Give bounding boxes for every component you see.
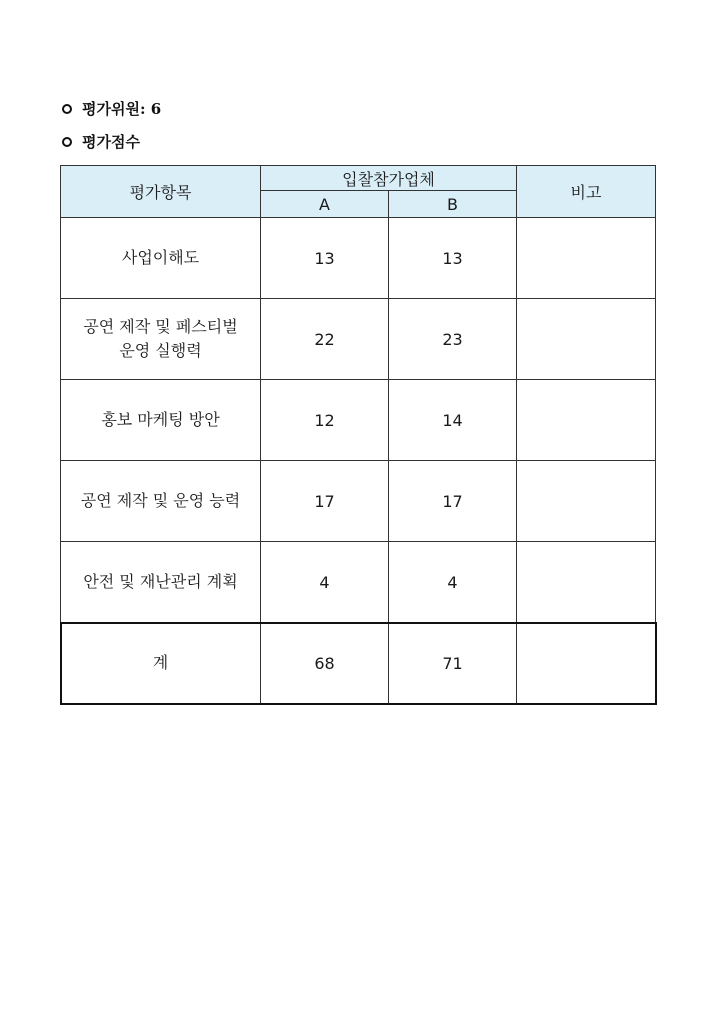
circle-bullet-icon [62, 104, 72, 114]
row-score-b: 13 [389, 218, 517, 299]
row-score-a: 12 [261, 380, 389, 461]
committee-text: 평가위원: 6 [82, 100, 162, 118]
table-row [61, 461, 656, 542]
row-item: 공연 제작 및 페스티벌 운영 실행력 [83, 317, 238, 360]
table-row [61, 299, 656, 380]
row-note [517, 218, 656, 299]
circle-bullet-icon [62, 137, 72, 147]
scores-title-line [62, 131, 140, 152]
scores-title-text: 평가점수 [82, 133, 140, 151]
row-item: 공연 제작 및 운영 능력 [80, 491, 241, 510]
header-bidders: 입찰참가업체 [261, 166, 517, 191]
row-note [517, 461, 656, 542]
header-bidder-a: A [261, 191, 389, 218]
header-item: 평가항목 [61, 166, 261, 218]
total-label: 계 [152, 653, 169, 672]
row-score-a: 22 [261, 299, 389, 380]
row-score-b: 17 [389, 461, 517, 542]
header-note: 비고 [517, 166, 656, 218]
row-item: 사업이해도 [121, 248, 200, 267]
row-item: 안전 및 재난관리 계획 [83, 572, 238, 591]
row-score-a: 17 [261, 461, 389, 542]
committee-line [62, 98, 161, 119]
row-score-b: 4 [389, 542, 517, 623]
score-table [60, 165, 656, 704]
row-note [517, 380, 656, 461]
row-score-a: 13 [261, 218, 389, 299]
table-row [61, 542, 656, 623]
total-score-b: 71 [389, 623, 517, 704]
total-score-a: 68 [261, 623, 389, 704]
row-score-a: 4 [261, 542, 389, 623]
row-note [517, 542, 656, 623]
header-bidder-b: B [389, 191, 517, 218]
total-note [517, 623, 656, 704]
row-item: 홍보 마케팅 방안 [101, 410, 220, 429]
row-note [517, 299, 656, 380]
table-row [61, 218, 656, 299]
table-row [61, 380, 656, 461]
total-row [61, 623, 656, 704]
row-score-b: 23 [389, 299, 517, 380]
row-score-b: 14 [389, 380, 517, 461]
